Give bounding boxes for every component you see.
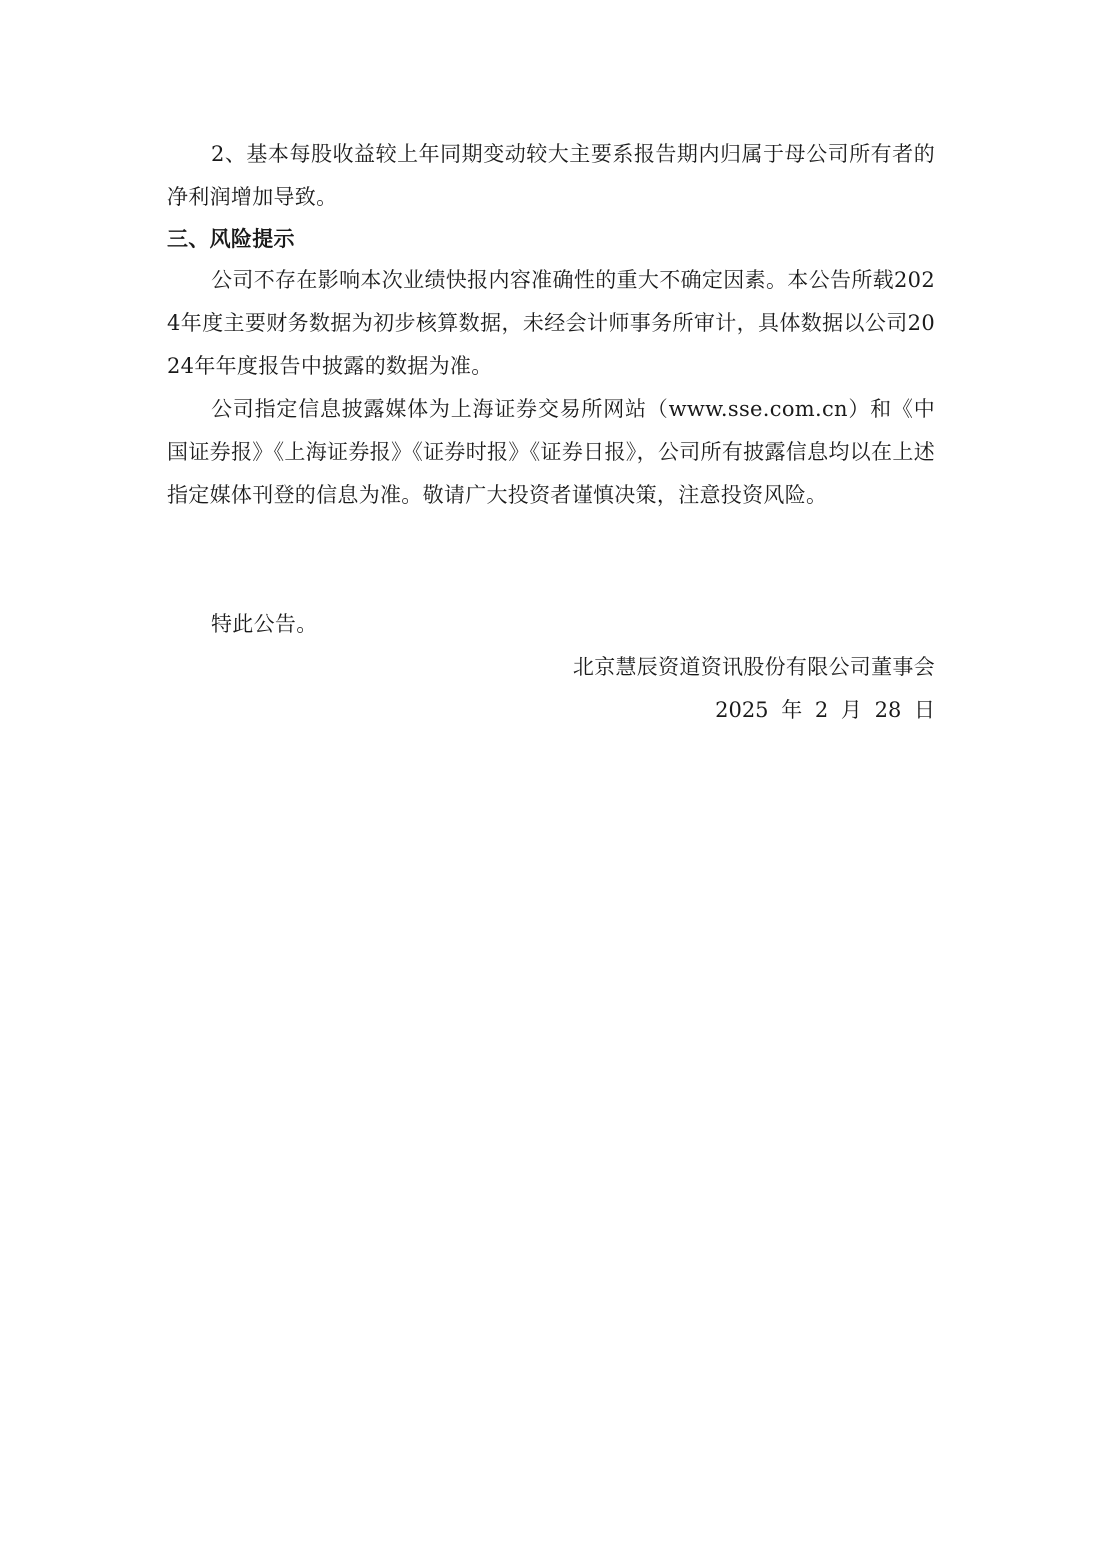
closing-statement: 特此公告。 bbox=[211, 612, 318, 636]
document-body bbox=[167, 133, 935, 732]
section-heading-risk: 三、风险提示 bbox=[167, 227, 295, 251]
signatory: 北京慧辰资道资讯股份有限公司董事会 bbox=[572, 655, 935, 679]
paragraph-risk-notice: 公司不存在影响本次业绩快报内容准确性的重大不确定因素。本公告所载2024年度主要财务数据为初步核算数据，未经会计师事务所审计，具体数据以公司2024年年度报告中披露的数据为准。 bbox=[167, 268, 935, 378]
paragraph-eps-explanation: 2、基本每股收益较上年同期变动较大主要系报告期内归属于母公司所有者的净利润增加导致。 bbox=[167, 142, 935, 209]
paragraph-disclosure-media: 公司指定信息披露媒体为上海证券交易所网站（www.sse.com.cn）和《中国证券报》《上海证券报》《证券时报》《证券日报》，公司所有披露信息均以在上述指定媒体刊登的信息为准。敬请广大投资者谨慎决策，注意投资风险。 bbox=[167, 397, 935, 507]
announcement-date: 2025 年 2 月 28 日 bbox=[715, 698, 935, 722]
